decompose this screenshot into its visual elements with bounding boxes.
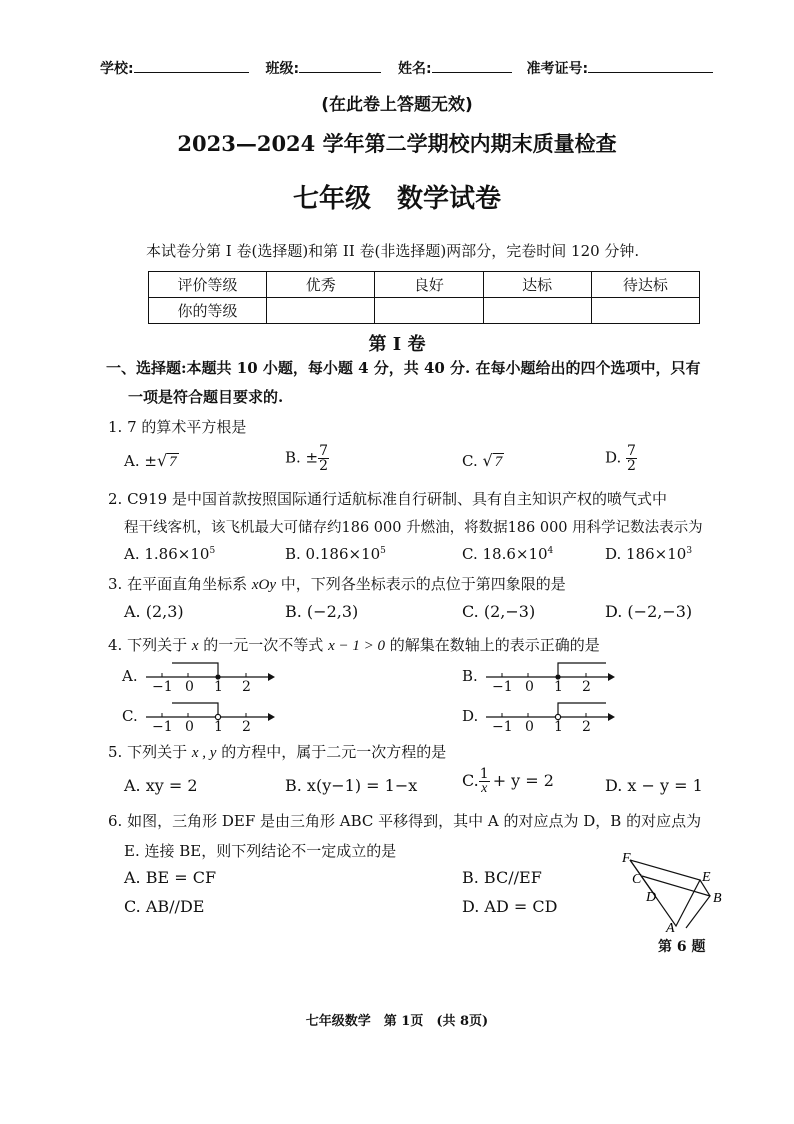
name-label: 姓名: (397, 61, 432, 77)
q6-option-d[interactable]: D. AD = CD (462, 897, 558, 916)
math-var: xOy (251, 577, 277, 593)
q1-option-d[interactable] (605, 444, 637, 473)
solution-ray (558, 703, 606, 714)
exam-title: 2023—2024 学年第二学期校内期末质量检查 (177, 131, 617, 156)
q4-option-c-label[interactable]: C. (122, 707, 138, 725)
q2-option-d[interactable] (605, 545, 692, 563)
axis-arrow-icon (268, 673, 275, 681)
tick-label: 0 (185, 719, 194, 735)
notice: (在此卷上答题无效) (321, 95, 473, 115)
numerator: 1 (479, 766, 489, 782)
q6-figure (612, 848, 737, 933)
q6-option-b[interactable]: B. BC//EF (462, 868, 542, 887)
section-heading-line2: 一项是符合题目要求的. (128, 388, 284, 406)
q3-stem (108, 573, 566, 594)
grade-input-cell[interactable] (375, 298, 483, 324)
option-label: C. 18.6×10 (462, 545, 548, 563)
q2-option-b[interactable] (285, 545, 386, 563)
q4-option-a-label[interactable]: A. (122, 667, 138, 685)
tick-label: 2 (242, 719, 251, 735)
q4-option-b-label[interactable]: B. (462, 667, 478, 685)
grade-input-cell[interactable] (267, 298, 375, 324)
fraction (626, 444, 637, 473)
q3-option-c[interactable]: C. (2,−3) (462, 602, 536, 621)
tick-label: 1 (214, 679, 223, 695)
exponent: 4 (547, 546, 554, 556)
q2-option-c[interactable] (462, 545, 553, 563)
q3-option-b[interactable]: B. (−2,3) (285, 602, 359, 621)
school-label: 学校: (100, 61, 134, 77)
q6-figure-caption: 第 6 题 (658, 939, 706, 955)
q5-option-d[interactable]: D. x − y = 1 (605, 776, 703, 795)
option-label: B. ± (285, 448, 319, 467)
radicand: 7 (494, 454, 503, 470)
stem-text: 的一元一次不等式 (198, 636, 329, 654)
grade-input-cell[interactable] (483, 298, 591, 324)
tick-label: −1 (152, 719, 173, 735)
tick-label: 0 (525, 719, 534, 735)
point-label: E (702, 870, 711, 885)
option-label: C. (462, 452, 483, 470)
page-footer: 七年级数学 第 1页 (共 8页) (305, 1014, 489, 1029)
table-cell: 良好 (375, 272, 483, 298)
q3-option-d[interactable]: D. (−2,−3) (605, 602, 693, 621)
denominator: 2 (319, 458, 329, 474)
q2-line1: 2. C919 是中国首款按照国际通行适航标准自行研制、具有自主知识产权的喷气式中 (108, 490, 667, 508)
numerator: 7 (627, 443, 636, 459)
point-label: D (646, 890, 657, 905)
q4-stem (108, 634, 600, 655)
q5-option-a[interactable]: A. xy = 2 (124, 776, 198, 795)
school-field[interactable] (134, 58, 249, 73)
exponent: 3 (686, 546, 693, 556)
denominator: 2 (627, 458, 636, 474)
grade-table-row (149, 298, 700, 324)
option-label: C. (462, 771, 479, 790)
name-field[interactable] (432, 58, 512, 73)
stem-text: 的方程中，属于二元一次方程的是 (216, 743, 447, 761)
inequality: x − 1 > 0 (328, 638, 385, 654)
exam-subtitle: 七年级 数学试卷 (292, 184, 501, 214)
stem-text: 中，下列各坐标表示的点位于第四象限的是 (276, 575, 566, 593)
exam-no-field[interactable] (588, 58, 713, 73)
point-label: C (632, 872, 642, 887)
stem-text: 4. 下列关于 (108, 636, 192, 654)
tick-label: −1 (492, 679, 513, 695)
q5-stem (108, 741, 446, 762)
grade-table-row (149, 272, 700, 298)
axis-arrow-icon (268, 713, 275, 721)
point-label: F (622, 851, 631, 866)
triangle-def (630, 860, 700, 926)
table-cell: 优秀 (267, 272, 375, 298)
table-cell: 达标 (483, 272, 591, 298)
q6-line1: 6. 如图，三角形 DEF 是由三角形 ABC 平移得到，其中 A 的对应点为 D，B 的对应点为 (108, 812, 702, 830)
option-label: D. 186×10 (605, 545, 687, 563)
exponent: 5 (380, 546, 386, 556)
q4-option-d-label[interactable]: D. (462, 707, 479, 725)
point-label: A (666, 921, 675, 933)
solution-ray (172, 663, 218, 674)
math-var: x , y (191, 745, 217, 761)
option-label: A. ± (124, 452, 157, 470)
exam-intro: 本试卷分第 I 卷(选择题)和第 II 卷(非选择题)两部分，完卷时间 120 分钟. (146, 242, 640, 260)
tick-label: 2 (582, 679, 591, 695)
solution-ray (172, 703, 218, 714)
tick-label: 1 (554, 719, 563, 735)
grade-input-cell[interactable] (591, 298, 699, 324)
radicand: 7 (169, 454, 177, 470)
tick-label: −1 (152, 679, 173, 695)
tick-label: 0 (185, 679, 194, 695)
q6-line2: E. 连接 BE，则下列结论不一定成立的是 (124, 842, 397, 860)
option-label: D. (605, 448, 627, 467)
q3-option-a[interactable]: A. (2,3) (124, 602, 184, 621)
stem-text: 3. 在平面直角坐标系 (108, 575, 252, 593)
tick-label: 2 (242, 679, 251, 695)
q1-option-c[interactable]: C. √ 7 (462, 451, 503, 470)
tick-label: 1 (214, 719, 223, 735)
tick-label: −1 (492, 719, 513, 735)
axis-arrow-icon (608, 713, 615, 721)
fraction (318, 444, 329, 473)
tick-label: 0 (525, 679, 534, 695)
math-var: x (191, 638, 199, 654)
exam-no-label: 准考证号: (526, 61, 589, 77)
option-label: A. 1.86×10 (124, 545, 210, 563)
class-label: 班级: (265, 61, 300, 77)
q5-option-b[interactable]: B. x(y−1) = 1−x (285, 776, 418, 795)
option-label: B. 0.186×10 (285, 545, 381, 563)
q5-option-c[interactable] (462, 767, 554, 796)
q2-option-a[interactable] (124, 545, 215, 563)
q2-line2: 程干线客机，该飞机最大可储存约186 000 升燃油，将数据186 000 用科学记数法表示为 (124, 520, 703, 536)
tick-label: 1 (554, 679, 563, 695)
tick-label: 2 (582, 719, 591, 735)
fraction (479, 767, 490, 796)
axis-arrow-icon (608, 673, 615, 681)
point-label: B (713, 891, 722, 906)
solution-ray (558, 663, 606, 674)
section-heading-line1: 一、选择题:本题共 10 小题，每小题 4 分，共 40 分. 在每小题给出的四个选项中，只有 (106, 359, 701, 377)
exponent: 5 (209, 546, 216, 556)
q6-option-a[interactable]: A. BE = CF (124, 868, 217, 887)
grade-table (148, 271, 700, 324)
option-text: + y = 2 (492, 771, 554, 790)
numerator: 7 (319, 443, 329, 459)
class-field[interactable] (299, 58, 381, 73)
q1-stem: 1. 7 的算术平方根是 (108, 418, 247, 436)
stem-text: 的解集在数轴上的表示正确的是 (384, 636, 600, 654)
q1-option-a[interactable]: A. ±√ 7 (124, 451, 177, 470)
table-cell: 评价等级 (149, 272, 267, 298)
table-cell: 待达标 (591, 272, 699, 298)
header-fields (100, 58, 720, 78)
q6-option-c[interactable]: C. AB//DE (124, 897, 205, 916)
denominator: x (481, 781, 488, 796)
table-cell: 你的等级 (149, 298, 267, 324)
volume-heading: 第 I 卷 (368, 334, 426, 355)
q1-option-b[interactable] (285, 444, 329, 473)
stem-text: 5. 下列关于 (108, 743, 192, 761)
